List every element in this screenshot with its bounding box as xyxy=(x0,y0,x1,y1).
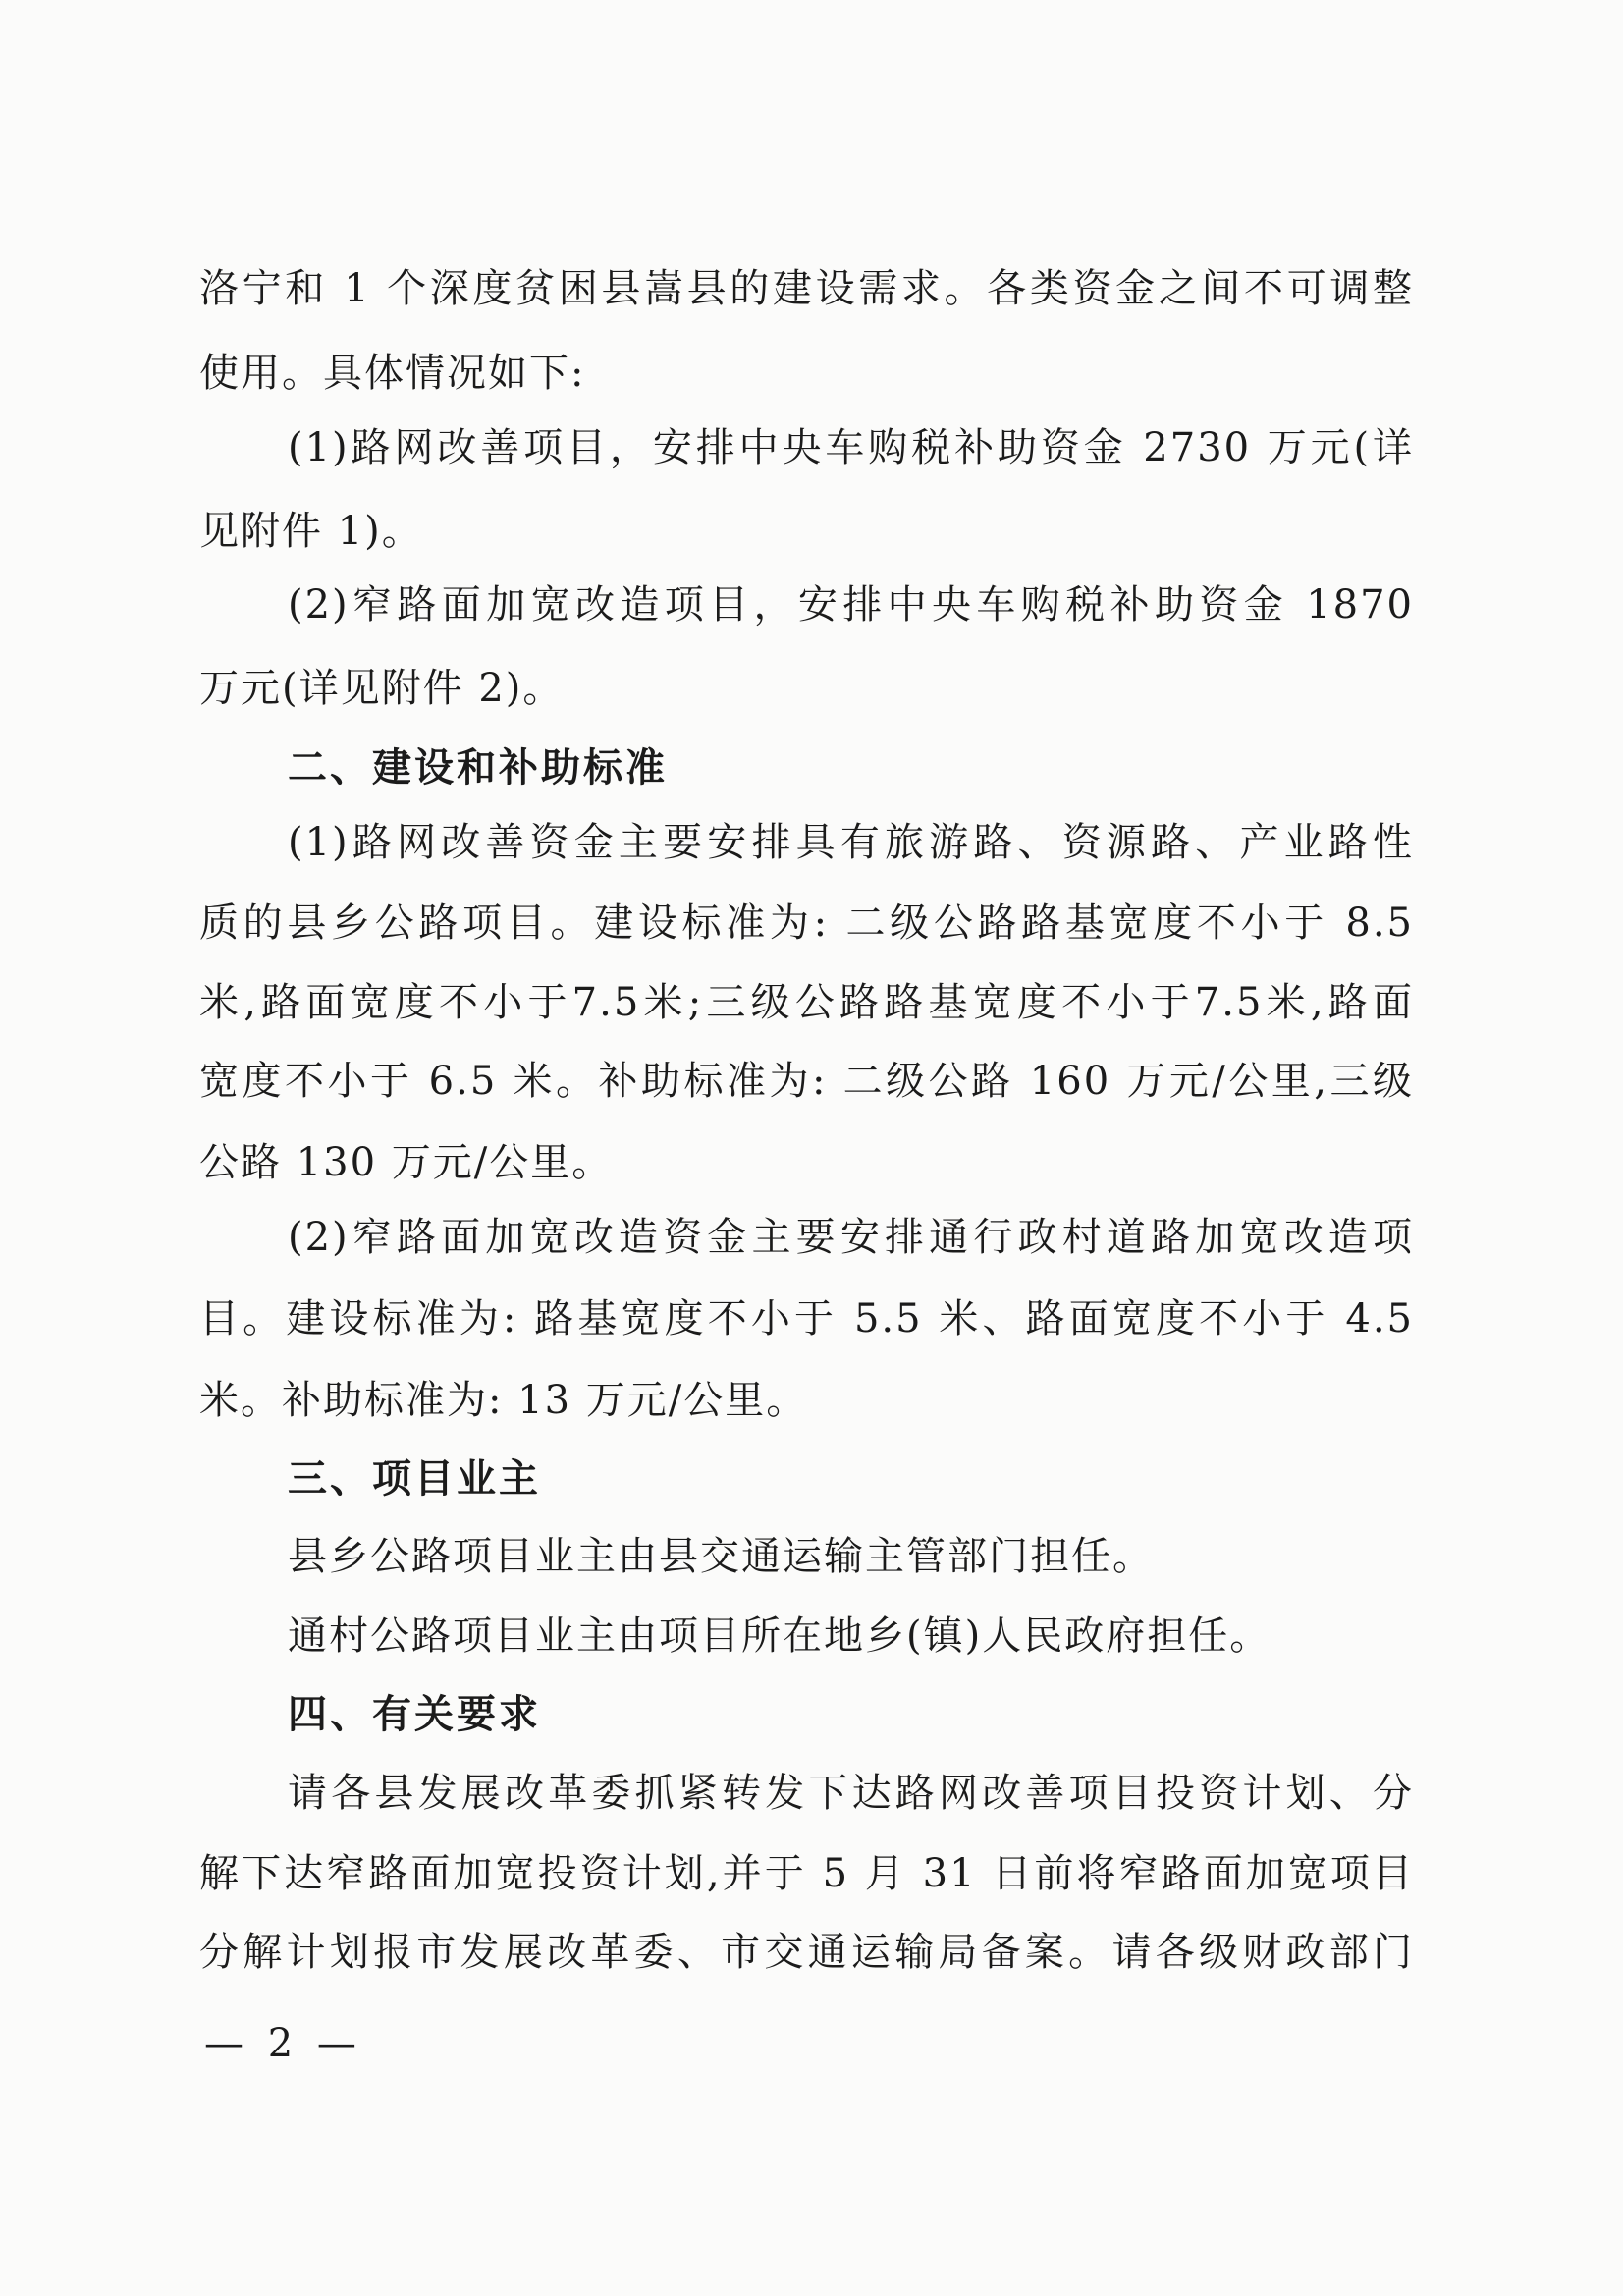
body-line: (2)窄路面加宽改造项目，安排中央车购税补助资金 1870 xyxy=(288,582,1414,628)
body-line: 米,路面宽度不小于7.5米;三级公路路基宽度不小于7.5米,路面 xyxy=(199,980,1414,1025)
body-line: 万元(详见附件 2)。 xyxy=(199,666,565,711)
body-line: 请各县发展改革委抓紧转发下达路网改善项目投资计划、分 xyxy=(288,1771,1414,1816)
section-heading: 二、建设和补助标准 xyxy=(288,745,668,791)
section-heading: 三、项目业主 xyxy=(288,1456,541,1502)
section-heading: 四、有关要求 xyxy=(288,1692,541,1737)
body-line: 洛宁和 1 个深度贫困县嵩县的建设需求。各类资金之间不可调整 xyxy=(199,266,1414,311)
body-line: (1)路网改善项目，安排中央车购税补助资金 2730 万元(详 xyxy=(288,425,1414,470)
body-line: 公路 130 万元/公里。 xyxy=(199,1140,614,1185)
body-line: 解下达窄路面加宽投资计划,并于 5 月 31 日前将窄路面加宽项目 xyxy=(199,1851,1414,1896)
body-line: 见附件 1)。 xyxy=(199,509,423,554)
body-line: 分解计划报市发展改革委、市交通运输局备案。请各级财政部门 xyxy=(199,1930,1414,1975)
body-line: 通村公路项目业主由项目所在地乡(镇)人民政府担任。 xyxy=(288,1613,1271,1659)
body-line: 宽度不小于 6.5 米。补助标准为: 二级公路 160 万元/公里,三级 xyxy=(199,1059,1414,1104)
body-line: 米。补助标准为: 13 万元/公里。 xyxy=(199,1378,808,1423)
body-line: 质的县乡公路项目。建设标准为: 二级公路路基宽度不小于 8.5 xyxy=(199,901,1414,946)
page-number: — 2 — xyxy=(204,2021,362,2066)
body-line: 目。建设标准为: 路基宽度不小于 5.5 米、路面宽度不小于 4.5 xyxy=(199,1296,1414,1341)
body-line: 县乡公路项目业主由县交通运输主管部门担任。 xyxy=(288,1534,1154,1579)
body-line: 使用。具体情况如下: xyxy=(199,351,586,396)
body-line: (2)窄路面加宽改造资金主要安排通行政村道路加宽改造项 xyxy=(288,1215,1414,1260)
body-line: (1)路网改善资金主要安排具有旅游路、资源路、产业路性 xyxy=(288,820,1414,865)
